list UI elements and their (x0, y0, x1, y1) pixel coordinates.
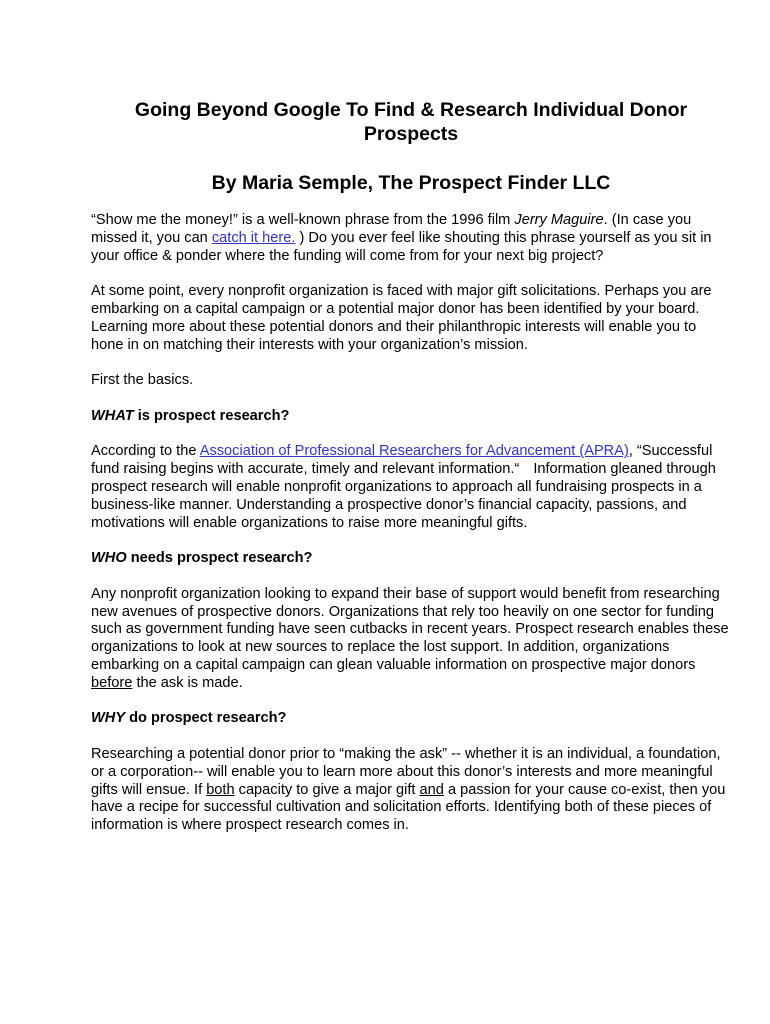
apra-link[interactable]: Association of Professional Researchers for Advancement (APRA) (199, 443, 629, 460)
who-text-1: Any nonprofit organization looking to expand their base of support would benefit from researching new avenues of prospective donors. Organizations that rely too heavily on one sector for funding such as government funding have seen cutbacks in recent years. Prospect research enables these organizations to look at new sources to replace the lost support. In addition, organizations embarking on a capital campaign can glean valuable information on prospective major donors (91, 585, 729, 673)
intro-text-3: ) Do you ever feel like shouting this phrase yourself as you sit in your office & ponder where the funding will come from for your next big project? (91, 229, 712, 264)
why-heading-lead: WHY (91, 710, 126, 727)
why-heading (91, 710, 731, 728)
why-heading-rest: do prospect research? (125, 710, 287, 727)
who-paragraph (91, 586, 731, 693)
basics-paragraph: First the basics. (91, 372, 194, 389)
apra-paragraph (91, 443, 731, 532)
catch-it-here-link[interactable]: catch it here. (211, 229, 296, 246)
and-underlined: and (419, 781, 444, 798)
before-underlined: before (91, 674, 133, 691)
apra-text-1: According to the (91, 443, 200, 460)
who-heading (91, 550, 731, 568)
both-underlined: both (206, 781, 235, 798)
why-text-3: a passion for your cause co-exist, then you have a recipe for successful cultivation and solicitation efforts. Identifying both of these pieces of information is where prospect research comes in. (91, 781, 726, 834)
why-text-1: Researching a potential donor prior to “making the ask” -- whether it is an individual, a foundation, or a corporation-- will enable you to learn more about this donor’s interests and more meaningful gifts will ensue. If (91, 745, 721, 798)
apra-quote: , “Successful fund raising begins with accurate, timely and relevant information.“ (91, 443, 713, 478)
apra-text-3: Information gleaned through prospect research will enable nonprofit organizations to approach all fundraising prospects in a business-like manner. Understanding a prospective donor’s financial capacity, passions, and motivations will enable organizations to raise more meaningful gifts. (91, 461, 716, 531)
who-text-2: the ask is made. (132, 674, 243, 691)
document-title: Going Beyond Google To Find & Research Individual Donor Prospects (134, 99, 688, 145)
what-heading-lead: WHAT (91, 407, 134, 424)
who-heading-rest: needs prospect research? (126, 550, 313, 567)
author-byline: By Maria Semple, The Prospect Finder LLC (211, 172, 611, 194)
film-title: Jerry Maguire (514, 212, 604, 228)
why-text-2: capacity to give a major gift (234, 781, 420, 798)
who-heading-lead: WHO (91, 550, 127, 567)
intro-paragraph (91, 212, 731, 265)
what-heading-rest: is prospect research? (133, 407, 290, 424)
document-page (91, 98, 731, 853)
intro-text-2: . (In case you missed it, you can (91, 212, 692, 246)
intro-text-1: “Show me the money!” is a well-known phrase from the 1996 film (91, 212, 515, 228)
major-gifts-paragraph: At some point, every nonprofit organization is faced with major gift solicitations. Perhaps you are embarking on a capital campaign or a potential major donor has been identified by your board. Learning more about these potential donors and their philanthropic interests will enable you to hone in on matching their interests with your organization’s mission. (91, 283, 712, 353)
what-heading (91, 408, 731, 426)
why-paragraph (91, 746, 731, 835)
